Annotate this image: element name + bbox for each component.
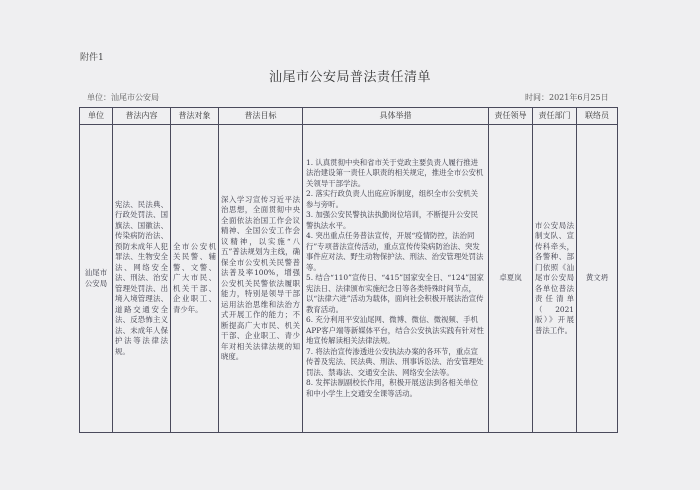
measure-item: 3. 加强公安民警执法执勤岗位培训，不断提升公安民警执法水平。 (306, 210, 478, 230)
header-row (80, 108, 618, 125)
table-row (80, 125, 618, 433)
document-title: 汕尾市公安局普法责任清单 (268, 70, 431, 85)
measure-item: 6. 充分利用平安汕尾网、微博、微信、微视频、手机APP客户端等新媒体平台，结合公安执法实践有针对性地宣传解读相关法律法规。 (306, 315, 484, 346)
measure-item: 4. 突出重点任务普法宣传，开展“疫情防控，法治同行”专项普法宣传活动，重点宣传传染病防治法、突发事件应对法、野生动物保护法、刑法、治安管理处罚法等。 (306, 231, 484, 272)
cell-goal: 深入学习宣传习近平法治思想，全面贯彻中央全面依法治国工作会议精神、全国公安工作会议精神，以实施“八五”普法规划为主线，确保全市公安机关民警普法普及率100%，增强公安机关民警依法履职能力，特别是领导干部运用法治思维和法治方式开展工作的能力；不断提高广大市民、机关干部、企业职工、青少年对相关法律法规的知晓度。 (219, 125, 303, 433)
date-label: 时间：2021年6月25日 (525, 93, 609, 102)
header-liaison: 联络员 (577, 108, 618, 125)
cell-leader: 卓夏岚 (489, 125, 533, 433)
cell-audience: 全市公安机关民警、辅警、文警、广大市民、机关干部、企业职工、青少年。 (171, 125, 219, 433)
header-audience: 普法对象 (171, 108, 219, 125)
cell-measures (303, 125, 489, 433)
measure-item: 2. 落实行政负责人出庭应诉制度，组织全市公安机关参与旁听。 (306, 189, 478, 209)
cell-content: 宪法、民法典、行政处罚法、国旗法、国徽法、传染病防治法、预防未成年人犯罪法、生物安全法、网络安全法、刑法、治安管理处罚法、出境入境管理法、道路交通安全法、反恐怖主义法、未成年人保护法等法律法规。 (113, 125, 171, 433)
measure-item: 7. 将法治宣传渗透进公安执法办案的各环节，重点宣传普及宪法、民法典、刑法、刑事诉讼法、治安管理处罚法、禁毒法、交通安全法、网络安全法等。 (306, 346, 484, 377)
responsibility-table (79, 107, 618, 433)
measure-item: 8. 发挥法制副校长作用，积极开展送法到各相关单位和中小学生上交通安全课等活动。 (306, 378, 478, 398)
header-unit: 单位 (80, 108, 113, 125)
measure-item: 1. 认真贯彻中央和省市关于党政主要负责人履行推进法治建设第一责任人职责的相关规定，推进全市公安机关领导干部学法。 (306, 157, 484, 188)
header-goal: 普法目标 (219, 108, 303, 125)
attachment-label: 附件1 (80, 53, 104, 63)
header-measures: 具体举措 (303, 108, 489, 125)
cell-department: 市公安局法制支队、宣传科牵头，各警种、部门依照《汕尾市公安局各单位普法责任清单（2021版）》开展普法工作。 (533, 125, 577, 433)
header-leader: 责任领导 (489, 108, 533, 125)
cell-unit: 汕尾市公安局 (80, 125, 113, 433)
unit-label: 单位：汕尾市公安局 (87, 93, 159, 102)
header-content: 普法内容 (113, 108, 171, 125)
measure-item: 5. 结合“110”宣传日、“415”国家安全日、“124”国家宪法日、法律颁布实施纪念日等各类特殊时间节点，以“法律六进”活动为载体，面向社会积极开展法治宣传教育活动。 (306, 273, 484, 314)
header-department: 责任部门 (533, 108, 577, 125)
cell-liaison: 黄文坍 (577, 125, 618, 433)
